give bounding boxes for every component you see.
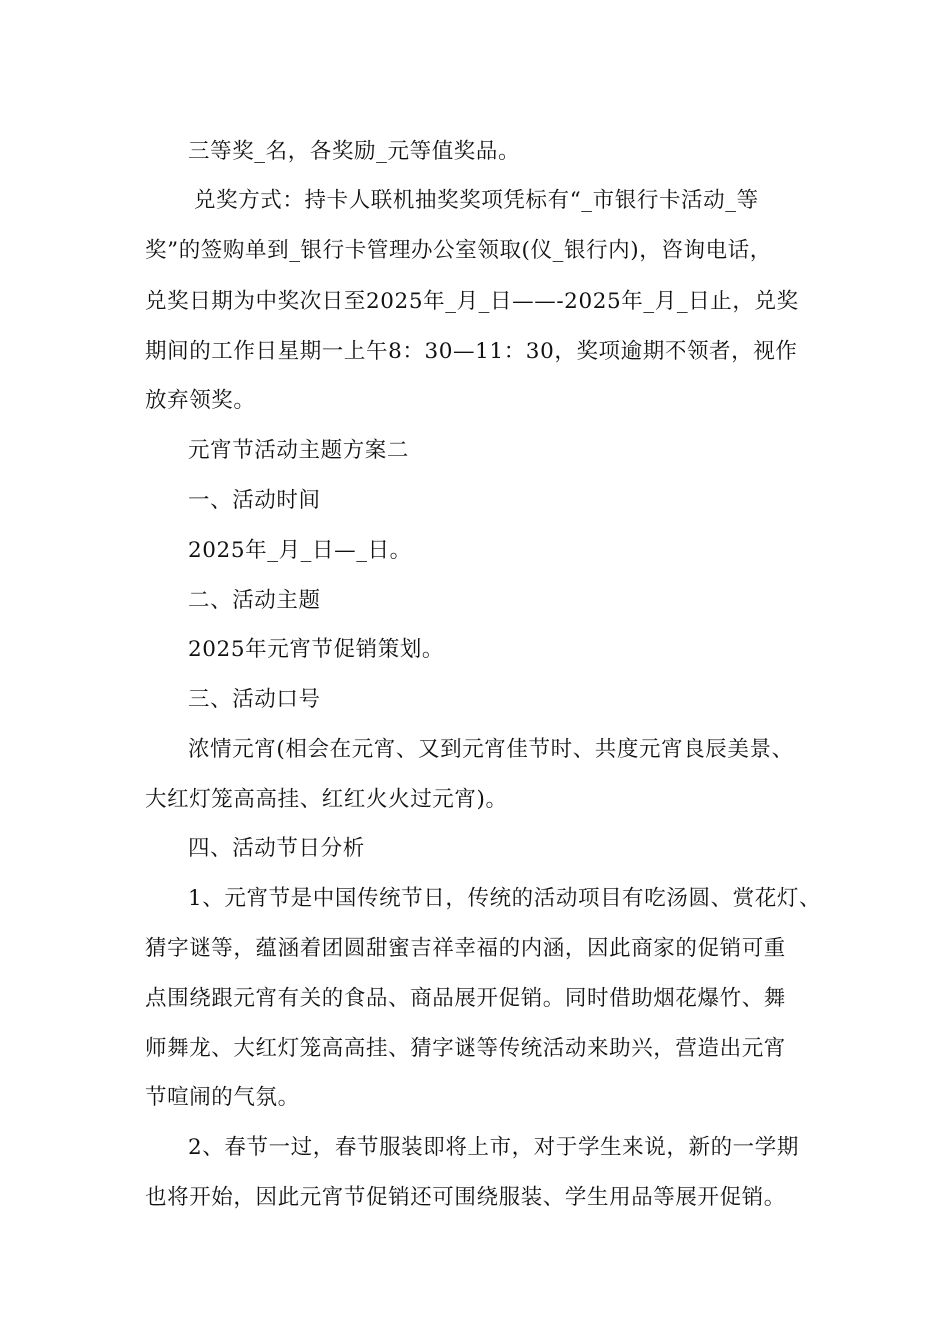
paragraph-line: 2、春节一过，春节服装即将上市，对于学生来说，新的一学期 [188, 1135, 799, 1160]
paragraph-line: 放弃领奖。 [145, 388, 256, 413]
paragraph-line: 三等奖_名，各奖励_元等值奖品。 [188, 139, 521, 164]
paragraph-line: 师舞龙、大红灯笼高高挂、猜字谜等传统活动来助兴，营造出元宵 [145, 1036, 786, 1061]
paragraph-line: 2025年_月_日—_日。 [188, 538, 412, 563]
section-heading: 一、活动时间 [188, 488, 321, 513]
paragraph-line: 浓情元宵(相会在元宵、又到元宵佳节时、共度元宵良辰美景、 [188, 737, 794, 762]
paragraph-line: 点围绕跟元宵有关的食品、商品展开促销。同时借助烟花爆竹、舞 [145, 986, 786, 1011]
paragraph-line: 期间的工作日星期一上午8：30—11：30，奖项逾期不领者，视作 [145, 339, 798, 364]
paragraph-line: 2025年元宵节促销策划。 [188, 637, 445, 662]
paragraph-line: 1、元宵节是中国传统节日，传统的活动项目有吃汤圆、赏花灯、 [188, 886, 822, 911]
section-heading: 三、活动口号 [188, 687, 321, 712]
paragraph-line: 猜字谜等，蕴涵着团圆甜蜜吉祥幸福的内涵，因此商家的促销可重 [145, 936, 786, 961]
section-heading: 二、活动主题 [188, 588, 321, 613]
paragraph-line: 兑奖方式：持卡人联机抽奖奖项凭标有“_市银行卡活动_等 [194, 188, 759, 213]
paragraph-line: 大红灯笼高高挂、红红火火过元宵)。 [145, 787, 508, 812]
paragraph-line: 节喧闹的气氛。 [145, 1085, 300, 1110]
section-title: 元宵节活动主题方案二 [188, 438, 410, 463]
paragraph-line: 兑奖日期为中奖次日至2025年_月_日——-2025年_月_日止，兑奖 [145, 289, 799, 314]
paragraph-line: 奖”的签购单到_银行卡管理办公室领取(仪_银行内)，咨询电话， [145, 238, 772, 263]
paragraph-line: 也将开始，因此元宵节促销还可围绕服装、学生用品等展开促销。 [145, 1185, 786, 1210]
section-heading: 四、活动节日分析 [188, 836, 365, 861]
